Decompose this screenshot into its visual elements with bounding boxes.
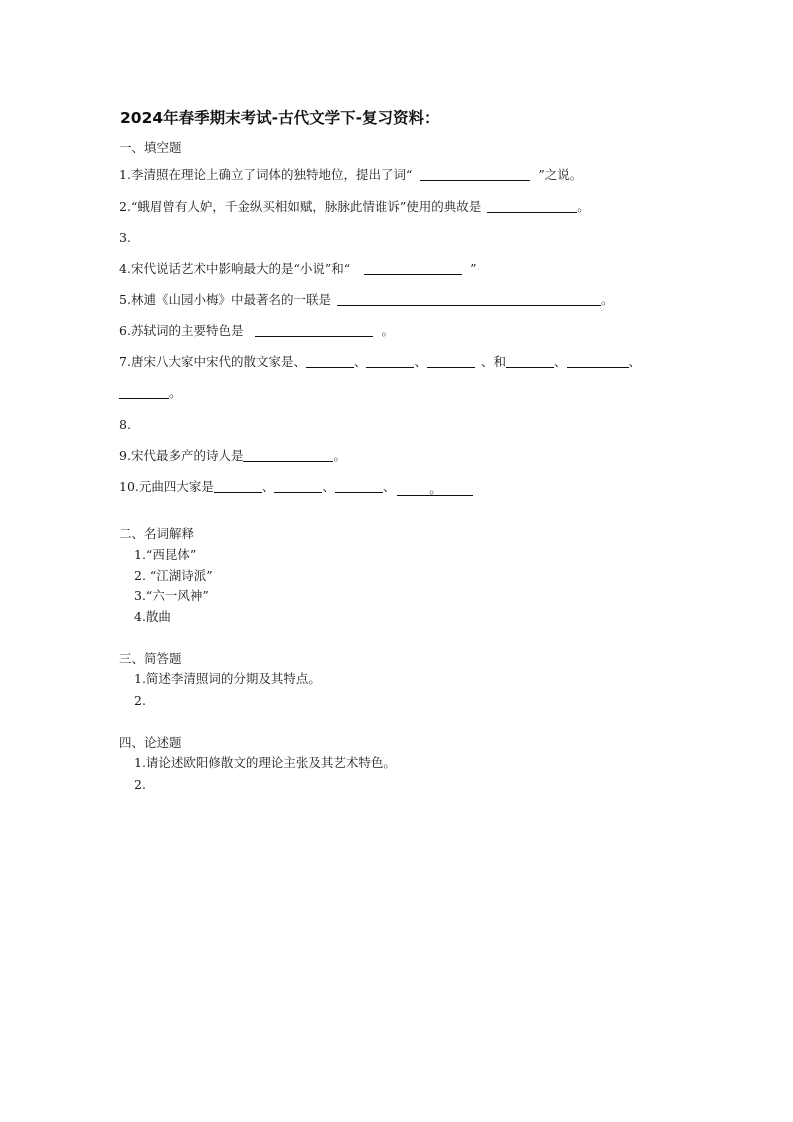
answer-blank: [255, 323, 373, 337]
question-text-end: ”之说。: [538, 167, 583, 182]
question-text-end: 。: [600, 292, 614, 307]
section-heading-essay: 四、论述题: [119, 735, 182, 750]
question-7: [119, 354, 641, 370]
question-number: 4.: [119, 261, 131, 276]
section-heading-fill-in: 一、填空题: [119, 140, 182, 155]
question-text-end: 。: [333, 448, 346, 463]
question-5: [119, 292, 613, 308]
question-number: 2.: [119, 199, 131, 214]
question-text: 李清照在理论上确立了词体的独特地位，提出了词“: [130, 167, 413, 182]
separator: 、和: [480, 354, 506, 369]
question-number: 7.: [119, 354, 131, 369]
list-item: 1.请论述欧阳修散文的理论主张及其艺术特色。: [134, 755, 396, 770]
question-1: [119, 167, 582, 183]
question-10: [119, 479, 473, 496]
answer-blank: [420, 167, 530, 181]
answer-blank: [567, 354, 629, 368]
separator: 、: [261, 479, 275, 494]
list-item: 2. “江湖诗派”: [134, 568, 213, 583]
answer-blank: [335, 479, 383, 493]
question-text: 林逋《山园小梅》中最著名的一联是: [130, 292, 331, 307]
answer-blank: [243, 448, 333, 462]
question-number: 9.: [119, 448, 131, 463]
question-text-end: ”: [470, 261, 477, 276]
question-text-end: 。: [429, 481, 442, 496]
question-number: 5.: [119, 292, 131, 307]
question-text: 苏轼词的主要特色是: [130, 323, 244, 338]
answer-blank: [427, 354, 475, 368]
separator: 、: [628, 354, 642, 369]
separator: 、: [322, 479, 335, 494]
answer-blank: [487, 199, 577, 213]
separator: 、: [382, 479, 396, 494]
section-heading-short-answer: 三、简答题: [119, 651, 182, 666]
answer-blank: [306, 354, 354, 368]
question-text: 元曲四大家是: [138, 479, 214, 494]
answer-blank: [119, 385, 169, 399]
list-item: 1.简述李清照词的分期及其特点。: [134, 671, 321, 686]
question-number: 8.: [119, 417, 131, 432]
document-title: 2024年春季期末考试-古代文学下-复习资料：: [120, 109, 440, 127]
list-item: 3.“六一风神”: [134, 588, 209, 603]
question-text: 宋代说话艺术中影响最大的是“小说”和“: [130, 261, 351, 276]
question-6: [119, 323, 394, 339]
question-text-end: 。: [577, 199, 590, 214]
answer-blank: [214, 479, 262, 493]
question-text: “蛾眉曾有人妒，千金纵买相如赋，脉脉此情谁诉”使用的典故是: [130, 199, 482, 214]
answer-blank: [366, 354, 414, 368]
question-number: 6.: [119, 323, 131, 338]
question-9: [119, 448, 346, 464]
question-number: 1.: [119, 167, 131, 182]
answer-blank: [337, 292, 601, 306]
question-number: 3.: [119, 230, 131, 245]
answer-blank: [506, 354, 554, 368]
question-2: [119, 199, 590, 215]
answer-blank: [364, 261, 462, 275]
question-4: [119, 261, 477, 277]
list-item: 4.散曲: [134, 609, 171, 624]
answer-blank-last: [397, 482, 473, 496]
question-text-end: 。: [381, 323, 394, 338]
question-8: [119, 417, 131, 433]
section-heading-terms: 二、名词解释: [119, 526, 195, 541]
list-item: 1.“西昆体”: [134, 547, 197, 562]
answer-blank: [274, 479, 322, 493]
separator: 、: [554, 354, 567, 369]
question-3: [119, 230, 131, 246]
question-number: 10.: [119, 479, 139, 494]
separator: 、: [353, 354, 367, 369]
question-text-end: 。: [169, 385, 182, 400]
question-text: 宋代最多产的诗人是: [130, 448, 244, 463]
question-7-continued: [119, 385, 182, 401]
list-item: 2.: [134, 693, 146, 708]
separator: 、: [414, 354, 427, 369]
question-text: 唐宋八大家中宋代的散文家是、: [130, 354, 306, 369]
list-item: 2.: [134, 777, 146, 792]
